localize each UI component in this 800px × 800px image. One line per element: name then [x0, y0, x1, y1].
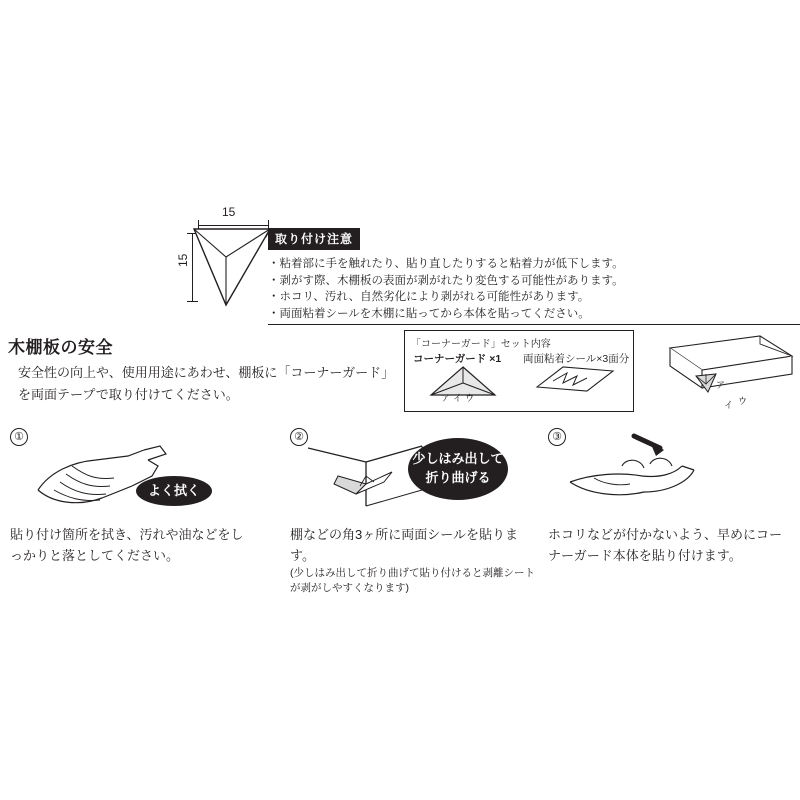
set-contents-guard-label: コーナーガード ×1: [413, 353, 502, 365]
shelf-mark-i-label: イ: [724, 400, 734, 410]
step-2-subtext: (少しはみ出して折り曲げて貼り付けると剥離シートが剥がしやすくなります): [290, 567, 535, 594]
shelf-mark-u-label: ウ: [738, 396, 748, 406]
step-2-text: 棚などの角3ヶ所に両面シールを貼ります。: [290, 527, 518, 563]
step-1-callout: よく拭く: [136, 476, 212, 506]
double-sided-seal-icon: [533, 365, 617, 395]
corner-guard-icon: [427, 365, 499, 399]
caution-item: ・粘着部に手を触れたり、貼り直したりすると粘着力が低下します。: [268, 258, 624, 270]
dimension-side-label: 15: [176, 253, 190, 267]
mark-i-label: イ: [453, 393, 463, 403]
shelf-mark-a-label: ア: [716, 380, 726, 390]
step-1: [10, 428, 250, 563]
mark-u-label: ウ: [465, 393, 475, 403]
set-contents-seal-label: 両面粘着シール×3面分: [523, 353, 630, 365]
step-1-number: ①: [10, 428, 28, 446]
caution-block: [268, 228, 624, 322]
dimension-top-line: [198, 225, 268, 226]
caution-item: ・両面粘着シールを木棚に貼ってから本体を貼ってください。: [268, 307, 590, 320]
section-title: 木棚板の安全: [8, 338, 113, 357]
caution-list: [268, 256, 624, 322]
step-2-number: ②: [290, 428, 308, 446]
dimension-top-label: 15: [222, 205, 236, 219]
mark-a-label: ア: [441, 393, 451, 403]
shelf-corner-illustration: [640, 330, 800, 420]
step-3-illustration: [548, 428, 793, 520]
step-3: [548, 428, 793, 563]
step-3-number: ③: [548, 428, 566, 446]
section-intro-text: 安全性の向上や、使用用途にあわせ、棚板に「コーナーガード」を両面テープで取り付けてください。: [18, 365, 388, 402]
step-1-illustration: [10, 428, 250, 520]
step-2-illustration: [290, 428, 535, 520]
step-2-text-group: [290, 524, 540, 596]
caution-title: 取り付け注意: [268, 228, 360, 250]
step-1-text: 貼り付け箇所を拭き、汚れや油などをしっかりと落としてください。: [10, 527, 244, 563]
set-contents-box: [404, 330, 634, 412]
horizontal-divider: [268, 324, 800, 325]
step-3-text: ホコリなどが付かないよう、早めにコーナーガード本体を貼り付けます。: [548, 527, 783, 563]
step-2-callout: 少しはみ出して折り曲げる: [408, 438, 508, 500]
caution-item: ・ホコリ、汚れ、自然劣化により剥がれる可能性があります。: [268, 291, 590, 303]
step-2: [290, 428, 535, 594]
set-contents-title: 「コーナーガード」セット内容: [411, 339, 551, 350]
caution-item: ・剥がす際、木棚板の表面が剥がれたり変色する可能性があります。: [268, 274, 624, 287]
